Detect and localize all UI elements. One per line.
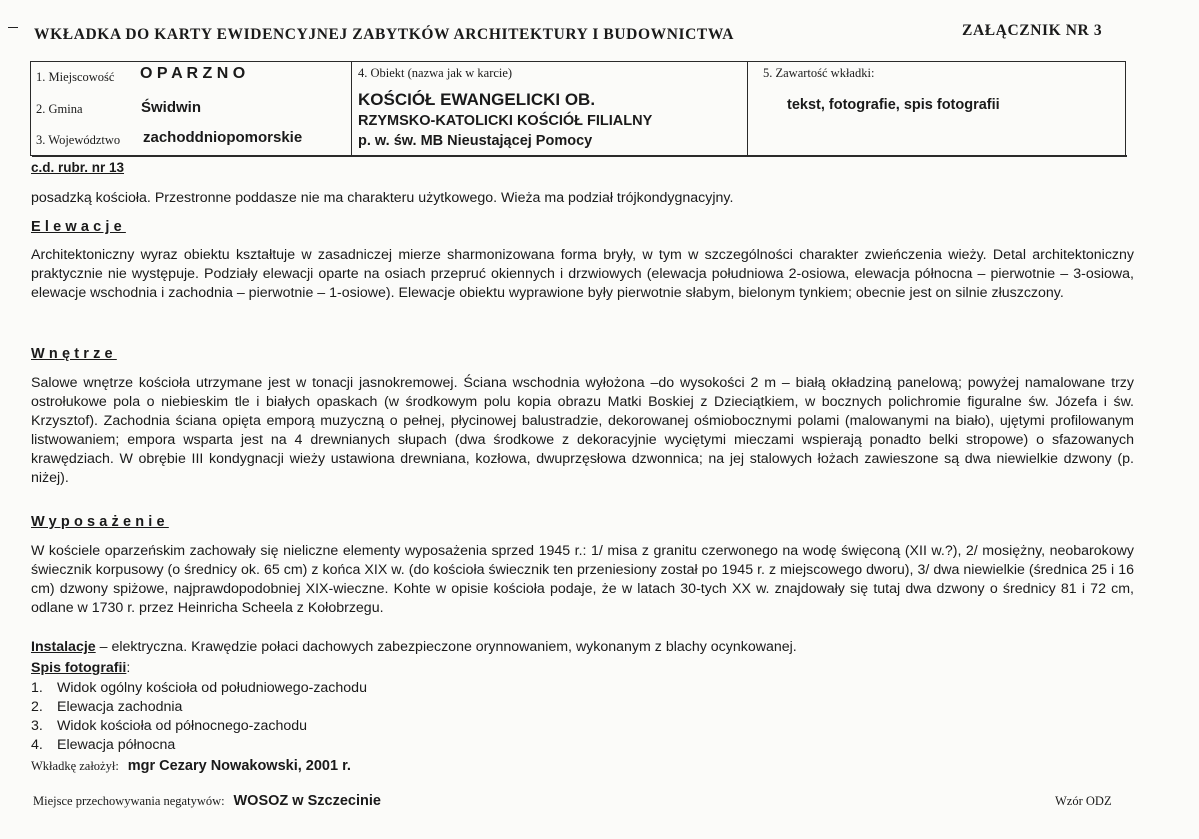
storage-line bbox=[33, 792, 381, 810]
list-item bbox=[31, 736, 367, 755]
installations-label: Instalacje bbox=[31, 639, 96, 655]
field-contents-value: tekst, fotografie, spis fotografii bbox=[787, 97, 1000, 113]
field-locality-value: O P A R Z N O bbox=[140, 65, 246, 82]
list-item-text: Elewacja północna bbox=[57, 737, 176, 753]
list-item-number: 1. bbox=[31, 680, 43, 696]
installations-text: – elektryczna. Krawędzie połaci dachowych zabezpieczone orynnowaniem, wykonanym z blachy ocynkowanej. bbox=[95, 639, 797, 655]
form-pattern-label: Wzór ODZ bbox=[1055, 794, 1112, 808]
field-commune-label: 2. Gmina bbox=[36, 102, 83, 116]
field-object-line3: p. w. św. MB Nieustającej Pomocy bbox=[358, 133, 593, 149]
field-contents-label: 5. Zawartość wkładki: bbox=[763, 66, 875, 80]
field-object-label: 4. Obiekt (nazwa jak w karcie) bbox=[358, 66, 513, 80]
list-item-text: Widok ogólny kościoła od południowego-zachodu bbox=[57, 680, 367, 696]
storage-value: WOSOZ w Szczecinie bbox=[233, 793, 381, 809]
field-object-line1: KOŚCIÓŁ EWANGELICKI OB. bbox=[358, 90, 596, 109]
section-heading-elewacje: Elewacje bbox=[31, 219, 126, 235]
section-heading-wyposazenie: Wyposażenie bbox=[31, 514, 169, 530]
author-label: Wkładkę założył: bbox=[31, 759, 119, 773]
document-title: WKŁADKA DO KARTY EWIDENCYJNEJ ZABYTKÓW ARCHITEKTURY I BUDOWNICTWA bbox=[34, 26, 735, 43]
photo-list bbox=[31, 679, 367, 755]
box-bottom-rule bbox=[32, 155, 1127, 157]
list-item-text: Widok kościoła od północnego-zachodu bbox=[57, 718, 308, 734]
list-item-number: 4. bbox=[31, 737, 43, 753]
installations-paragraph bbox=[31, 638, 797, 657]
author-value: mgr Cezary Nowakowski, 2001 r. bbox=[127, 758, 351, 774]
column-divider bbox=[747, 62, 748, 155]
intro-text: posadzką kościoła. Przestronne poddasze nie ma charakteru użytkowego. Wieża ma podział trójkondygnacyjny. bbox=[31, 190, 734, 206]
author-line bbox=[31, 757, 351, 775]
list-item-number: 2. bbox=[31, 699, 43, 715]
photo-list-heading bbox=[31, 659, 130, 678]
storage-label: Miejsce przechowywania negatywów: bbox=[33, 794, 225, 808]
section-text-wnetrze: Salowe wnętrze kościoła utrzymane jest w tonacji jasnokremowej. Ściana wschodnia wyłożona –do wysokości 2 m – białą okładziną panelową; powyżej namalowane trzy ostrołukowe pola o niebieskim tle i białych opaskach (w środkowym polu kopia obrazu Matki Boskiej z Dzieciątkiem, w bocznych polichromie figuralne św. Józefa i św. Krzysztof). Zachodnia ściana opięta emporą muzyczną o pełnej, płycinowej balustradzie, dekorowanej ośmiobocznymi polami (malowanymi na biało), ujętymi profilowanym listwowaniem; empora wsparta jest na 4 drewnianych słupach (dwa środkowe z dekoracyjnie wyciętymi mieczami wspierają ponadto belki stropowe) o sfazowanych krawędziach. W obrębie III kondygnacji wieży ustawiona drewniana, kozłowa, dwuprzęsłowa dzwonnica; na jej stalowych łożach zawieszone są dwa niewielkie dzwony (p. niżej). bbox=[31, 375, 1134, 486]
field-commune-value: Świdwin bbox=[141, 99, 201, 116]
annex-label: ZAŁĄCZNIK NR 3 bbox=[962, 22, 1103, 39]
section-heading-wnetrze: Wnętrze bbox=[31, 346, 117, 362]
form-header-box bbox=[30, 61, 1126, 156]
photo-list-label: Spis fotografii bbox=[31, 660, 127, 676]
field-voivodeship-value: zachoddniopomorskie bbox=[143, 129, 303, 146]
field-voivodeship-label: 3. Województwo bbox=[36, 133, 121, 147]
list-item bbox=[31, 698, 367, 717]
field-locality-label: 1. Miejscowość bbox=[36, 70, 115, 84]
list-item bbox=[31, 679, 367, 698]
continuation-label: c.d. rubr. nr 13 bbox=[31, 160, 125, 175]
scan-mark bbox=[8, 27, 18, 28]
list-item-number: 3. bbox=[31, 718, 43, 734]
section-text-elewacje: Architektoniczny wyraz obiektu kształtuje w zasadniczej mierze sharmonizowana forma bryły, w tym w szczególności charakter zwieńczenia wieży. Detal architektoniczny praktycznie nie występuje. Podziały elewacji oparte na osiach przepruć okiennych i drzwiowych (elewacja południowa 2-osiowa, elewacja północna – pierwotnie – 3-osiowa, elewacje wschodnia i zachodnia – pierwotnie – 1-osiowe). Elewacje obiektu wyprawione były pierwotnie słabym, bielonym tynkiem; obecnie jest on silnie złuszczony. bbox=[31, 247, 1134, 301]
field-object-line2: RZYMSKO-KATOLICKI KOŚCIÓŁ FILIALNY bbox=[358, 113, 653, 129]
list-item-text: Elewacja zachodnia bbox=[57, 699, 183, 715]
list-item bbox=[31, 717, 367, 736]
section-text-wyposazenie: W kościele oparzeńskim zachowały się nieliczne elementy wyposażenia sprzed 1945 r.: 1/ misa z granitu czerwonego na wodę święconą (XII w.?), 2/ mosiężny, neobarokowy świecznik korpusowy (o średnicy ok. 65 cm) z końca XIX w. (do kościoła świecznik ten przeniesiony został po 1945 r. z miejscowego dworu), 3/ dwa niewielkie (średnica 25 i 16 cm) dzwony spiżowe, najprawdopodobniej XIX-wieczne. Kohte w opisie kościoła podaje, że w latach 30-tych XX w. znajdowały się tutaj dwa dzwony o średnicy 81 i 72 cm, odlane w 1730 r. przez Heinricha Scheela z Kołobrzegu. bbox=[31, 543, 1134, 616]
photo-list-colon: : bbox=[126, 660, 131, 676]
column-divider bbox=[351, 62, 352, 155]
